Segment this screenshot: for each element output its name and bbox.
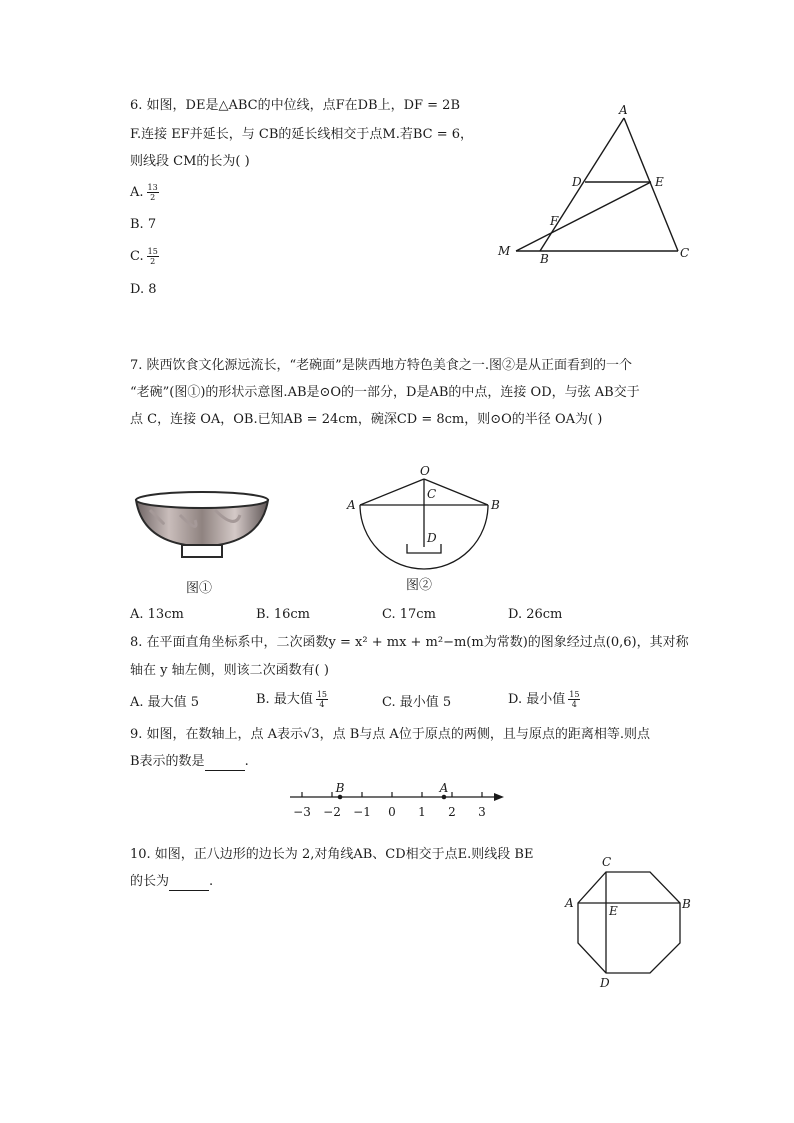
fig2-label-o: O <box>420 464 430 478</box>
q6-label-d: D <box>572 175 582 189</box>
number-line-label-b: B <box>335 781 345 795</box>
fig2-label-a: A <box>347 498 356 512</box>
q6-label-a: A <box>619 103 628 117</box>
number-line-tick-label: −3 <box>293 805 311 819</box>
q6-option-a-prefix: A. <box>130 185 144 200</box>
q9-line-1: 9. 如图，在数轴上，点 A表示√3，点 B与点 A位于原点的两侧，且与原点的距离相等.则点 <box>130 727 650 742</box>
q6-line-3: 则线段 CM的长为( ) <box>130 154 250 169</box>
q8-option-d-denominator: 4 <box>571 700 577 709</box>
q9-line-2-suffix: . <box>244 754 249 769</box>
q6-option-c-denominator: 2 <box>150 257 156 266</box>
q6-line-2: F.连接 EF并延长，与 CB的延长线相交于点M.若BC = 6， <box>130 127 474 142</box>
fig2-label-c: C <box>427 487 437 501</box>
q7-line-1: 7. 陕西饮食文化源远流长，“老碗面”是陕西地方特色美食之一.图②是从正面看到的一个 <box>130 358 632 373</box>
regular-octagon <box>578 872 680 973</box>
fig2-label-b: B <box>491 498 500 512</box>
q6-label-e: E <box>655 175 664 189</box>
number-line-tick-label: 2 <box>448 805 456 819</box>
q9-line-2-prefix: B表示的数是 <box>130 754 205 769</box>
fig2-caption: 图② <box>406 578 433 593</box>
q8-line-2: 轴在 y 轴左侧，则该二次函数有( ) <box>130 663 329 678</box>
q7-option-a[interactable]: A. 13cm <box>130 607 184 622</box>
q7-option-d[interactable]: D. 26cm <box>508 607 563 622</box>
q7-option-b[interactable]: B. 16cm <box>256 607 310 622</box>
q8-option-b-denominator: 4 <box>319 700 325 709</box>
q7-line-3: 点 C，连接 OA，OB.已知AB = 24cm，碗深CD = 8cm，则⊙O的半径 OA为( ) <box>130 412 603 427</box>
q6-option-c-numerator: 15 <box>147 247 158 256</box>
number-line-tick-label: 3 <box>478 805 486 819</box>
q10-line-2-prefix: 的长为 <box>130 874 170 889</box>
q8-option-d-prefix: D. 最小值 <box>508 692 566 707</box>
q6-option-d[interactable]: D. 8 <box>130 282 157 297</box>
fig2-label-d: D <box>427 531 437 545</box>
q6-label-f: F <box>550 214 559 228</box>
q6-label-b: B <box>540 252 549 266</box>
q10-line-2-suffix: . <box>209 874 214 889</box>
fig1-caption: 图① <box>186 581 213 596</box>
number-line-label-a: A <box>439 781 449 795</box>
q10-label-b: B <box>682 897 691 911</box>
q6-label-c: C <box>680 246 690 260</box>
q6-option-c-prefix: C. <box>130 249 144 264</box>
q6-line-1: 6. 如图，DE是△ABC的中位线，点F在DB上，DF = 2B <box>130 98 460 113</box>
q6-option-b[interactable]: B. 7 <box>130 217 157 232</box>
q10-label-c: C <box>602 855 612 869</box>
q8-option-d-numerator: 15 <box>569 690 580 699</box>
q7-line-2: “老碗”(图①)的形状示意图.AB是⊙O的一部分，D是AB的中点，连接 OD，与弦 AB交于 <box>130 385 640 400</box>
q6-label-m: M <box>498 244 511 258</box>
number-line-tick-label: −2 <box>323 805 341 819</box>
number-line-tick-label: −1 <box>353 805 371 819</box>
q10-label-e: E <box>609 904 618 918</box>
q8-option-b-prefix: B. 最大值 <box>256 692 313 707</box>
q7-option-c[interactable]: C. 17cm <box>382 607 436 622</box>
q6-option-a-denominator: 2 <box>150 193 156 202</box>
q8-line-1: 8. 在平面直角坐标系中，二次函数y = x² + mx + m²−m(m为常数)的图象经过点(0,6)，其对称 <box>130 635 689 650</box>
q8-option-a[interactable]: A. 最大值 5 <box>130 695 200 710</box>
q6-option-a-numerator: 13 <box>147 183 158 192</box>
q8-option-c[interactable]: C. 最小值 5 <box>382 695 452 710</box>
q10-label-d: D <box>600 976 610 990</box>
number-line-tick-label: 1 <box>418 805 426 819</box>
number-line-tick-label: 0 <box>388 805 396 819</box>
q10-label-a: A <box>565 896 574 910</box>
q8-option-b-numerator: 15 <box>316 690 328 699</box>
q10-line-1: 10. 如图，正八边形的边长为 2,对角线AB、CD相交于点E.则线段 BE <box>130 847 534 862</box>
